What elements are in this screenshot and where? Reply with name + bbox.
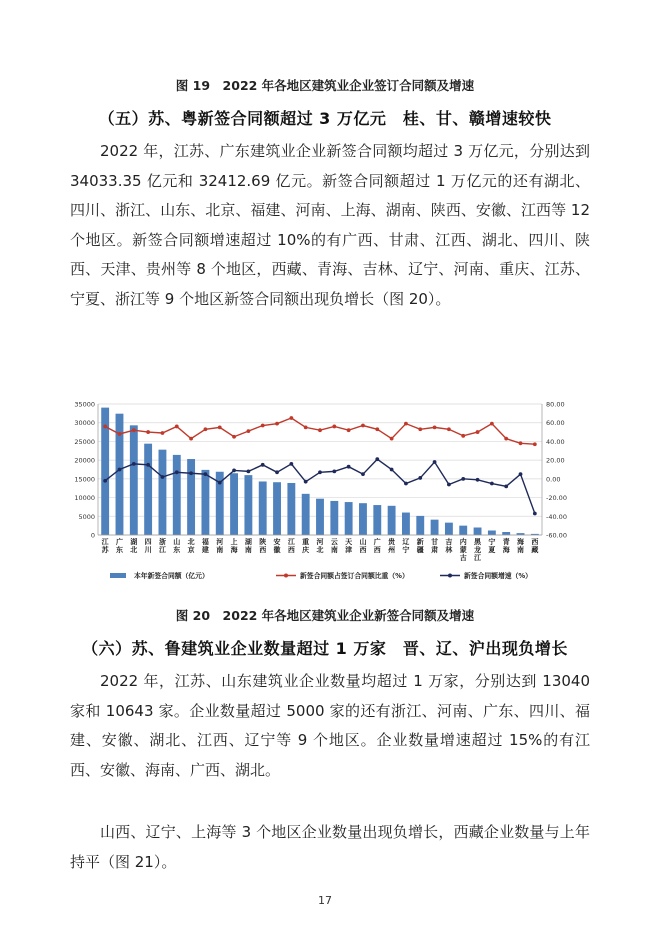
- series-point: [447, 483, 451, 487]
- category-label: 河南: [216, 538, 224, 554]
- section-5-paragraph: 2022 年，江苏、广东建筑业企业新签合同额均超过 3 万亿元，分别达到 34033.35 亿元和 32412.69 亿元。新签合同额超过 1 万亿元的还有湖北、四川、浙江、山东、北京、福建、河南、上海、湖南、陕西、安徽、江西等 12 个地区。新签合同额增速超过 10%的有广西、甘肃、江西、湖北、四川、陕西、天津、贵州等 8 个地区，西藏、青海、吉林、辽宁、河南、重庆、江苏、宁夏、浙江等 9 个地区新签合同额出现负增长（图 20）。: [70, 142, 590, 308]
- series-point: [332, 469, 336, 473]
- right-axis-tick-label: -40.00: [546, 512, 567, 521]
- series-point: [447, 427, 451, 431]
- series-point: [347, 428, 351, 432]
- category-label: 天津: [345, 538, 353, 554]
- series-point: [246, 429, 250, 433]
- category-label: 贵州: [388, 538, 396, 554]
- new-contracts-chart: [62, 398, 588, 588]
- series-point: [390, 437, 394, 441]
- series-point: [204, 427, 208, 431]
- series-point: [304, 425, 308, 429]
- category-label: 上海: [230, 538, 238, 554]
- series-point: [261, 424, 265, 428]
- series-point: [161, 431, 165, 435]
- bar: [373, 505, 381, 535]
- right-axis-tick-label: 0.00: [546, 475, 561, 484]
- category-label: 甘肃: [431, 538, 439, 554]
- bar: [259, 481, 267, 535]
- category-label: 黑龙江: [474, 538, 482, 562]
- bar: [459, 526, 467, 535]
- series-point: [404, 482, 408, 486]
- chart-legend: [110, 571, 532, 580]
- series-point: [347, 465, 351, 469]
- section-5-heading: （五）苏、粤新签合同额超过 3 万亿元 桂、甘、赣增速较快: [98, 109, 552, 128]
- legend-marker: [284, 574, 288, 578]
- series-point: [304, 480, 308, 484]
- legend-label: 新签合同额占签订合同额比重（%）: [300, 572, 409, 580]
- left-axis-tick-label: 5000: [78, 512, 95, 521]
- category-label: 浙江: [158, 538, 166, 554]
- series-point: [504, 484, 508, 488]
- series-point: [476, 478, 480, 482]
- series-point: [261, 463, 265, 467]
- left-axis-tick-label: 15000: [74, 475, 95, 484]
- legend-label: 新签合同额增速（%）: [464, 572, 532, 580]
- series-point: [175, 470, 179, 474]
- series-point: [433, 425, 437, 429]
- bar: [474, 528, 482, 535]
- category-label: 西藏: [531, 538, 539, 554]
- bar: [502, 532, 510, 535]
- right-axis-tick-label: 20.00: [546, 456, 565, 465]
- category-label: 重庆: [302, 538, 310, 554]
- left-axis-tick-label: 10000: [74, 494, 95, 503]
- series-point: [361, 424, 365, 428]
- series-point: [519, 441, 523, 445]
- category-label: 吉林: [445, 538, 453, 554]
- bar: [187, 459, 195, 535]
- section-6-paragraph-1: 2022 年，江苏、山东建筑业企业数量均超过 1 万家，分别达到 13040 家和 10643 家。企业数量超过 5000 家的还有浙江、河南、广东、四川、福建、安徽、湖北、江西、辽宁等 9 个地区。企业数量增速超过 15%的有江西、安徽、海南、广西、湖北。: [70, 672, 590, 779]
- left-axis-tick-label: 30000: [74, 419, 95, 428]
- legend-label: 本年新签合同额（亿元）: [134, 572, 209, 580]
- bar: [402, 513, 410, 535]
- series-point: [404, 422, 408, 426]
- right-axis-tick-label: 40.00: [546, 437, 565, 446]
- series-point: [533, 512, 537, 516]
- category-label: 湖南: [244, 538, 252, 554]
- bar: [302, 494, 310, 535]
- series-point: [289, 416, 293, 420]
- series-point: [490, 482, 494, 486]
- series-point: [418, 427, 422, 431]
- category-label: 青海: [502, 538, 510, 554]
- series-point: [132, 428, 136, 432]
- series-point: [146, 430, 150, 434]
- series-point: [519, 472, 523, 476]
- series-point: [461, 477, 465, 481]
- series-point: [433, 460, 437, 464]
- series-point: [218, 481, 222, 485]
- right-axis-tick-label: 80.00: [546, 400, 565, 409]
- bar: [230, 473, 238, 535]
- category-label: 广西: [373, 538, 381, 554]
- bar: [488, 531, 496, 535]
- bar: [431, 520, 439, 535]
- series-point: [533, 442, 537, 446]
- bar: [316, 499, 324, 535]
- category-label: 福建: [201, 538, 209, 554]
- bar: [416, 516, 424, 535]
- bar: [244, 475, 252, 535]
- category-label: 广东: [115, 538, 123, 554]
- series-point: [146, 463, 150, 467]
- series-point: [103, 479, 107, 483]
- series-point: [232, 435, 236, 439]
- series-point: [132, 462, 136, 466]
- series-point: [189, 437, 193, 441]
- section-6-heading: （六）苏、鲁建筑业企业数量超过 1 万家 晋、辽、沪出现负增长: [82, 639, 568, 658]
- bar: [330, 501, 338, 535]
- category-label: 云南: [330, 538, 338, 554]
- series-point: [218, 425, 222, 429]
- bar: [345, 502, 353, 535]
- series-point: [275, 470, 279, 474]
- series-point: [103, 425, 107, 429]
- series-point: [275, 422, 279, 426]
- bar: [130, 425, 138, 535]
- series-point: [246, 469, 250, 473]
- right-axis-tick-label: -20.00: [546, 494, 567, 503]
- left-axis-tick-label: 0: [90, 531, 95, 540]
- bar: [144, 444, 152, 535]
- figure-20-caption: 图 20 2022 年各地区建筑业企业新签合同额及增速: [175, 608, 475, 623]
- series-point: [504, 437, 508, 441]
- bar: [359, 503, 367, 535]
- series-point: [375, 427, 379, 431]
- category-label: 北京: [187, 538, 195, 554]
- left-axis-tick-label: 35000: [74, 400, 95, 409]
- series-point: [232, 469, 236, 473]
- bar: [201, 470, 209, 535]
- category-label: 辽宁: [402, 538, 410, 554]
- bar: [173, 455, 181, 535]
- series-point: [118, 432, 122, 436]
- series-point: [189, 471, 193, 475]
- category-label: 宁夏: [488, 538, 496, 554]
- category-label: 湖北: [130, 538, 138, 554]
- bar: [273, 482, 281, 535]
- series-point: [390, 468, 394, 472]
- series-point: [318, 428, 322, 432]
- category-label: 新疆: [416, 538, 424, 554]
- category-label: 山西: [359, 538, 367, 554]
- legend-swatch: [110, 573, 126, 578]
- bar: [388, 506, 396, 535]
- section-6-paragraph-2: 山西、辽宁、上海等 3 个地区企业数量出现负增长，西藏企业数量与上年持平（图 21）。: [70, 823, 590, 871]
- series-point: [118, 468, 122, 472]
- series-point: [461, 434, 465, 438]
- bar: [445, 523, 453, 535]
- series-point: [175, 425, 179, 429]
- series-point: [490, 422, 494, 426]
- series-point: [289, 462, 293, 466]
- bar: [159, 450, 167, 535]
- category-label: 四川: [144, 538, 152, 554]
- series-point: [418, 476, 422, 480]
- category-label: 江西: [287, 538, 295, 554]
- series-point: [318, 470, 322, 474]
- series-point: [332, 425, 336, 429]
- category-label: 海南: [517, 538, 525, 554]
- bar: [287, 483, 295, 535]
- right-axis-tick-label: -60.00: [546, 531, 567, 540]
- series-point: [375, 457, 379, 461]
- right-axis-tick-label: 60.00: [546, 419, 565, 428]
- series-point: [361, 472, 365, 476]
- left-axis-tick-label: 20000: [74, 456, 95, 465]
- category-label: 河北: [316, 538, 324, 554]
- category-label: 安徽: [273, 538, 281, 554]
- category-label: 陕西: [259, 538, 267, 554]
- page-number: 17: [318, 894, 332, 907]
- series-point: [476, 430, 480, 434]
- figure-19-caption: 图 19 2022 年各地区建筑业企业签订合同额及增速: [175, 78, 475, 93]
- category-label: 江苏: [101, 538, 109, 554]
- category-label: 山东: [173, 538, 181, 554]
- series-point: [204, 472, 208, 476]
- series-point: [161, 475, 165, 479]
- legend-marker: [448, 574, 452, 578]
- left-axis-tick-label: 25000: [74, 437, 95, 446]
- category-label: 内蒙古: [459, 538, 467, 562]
